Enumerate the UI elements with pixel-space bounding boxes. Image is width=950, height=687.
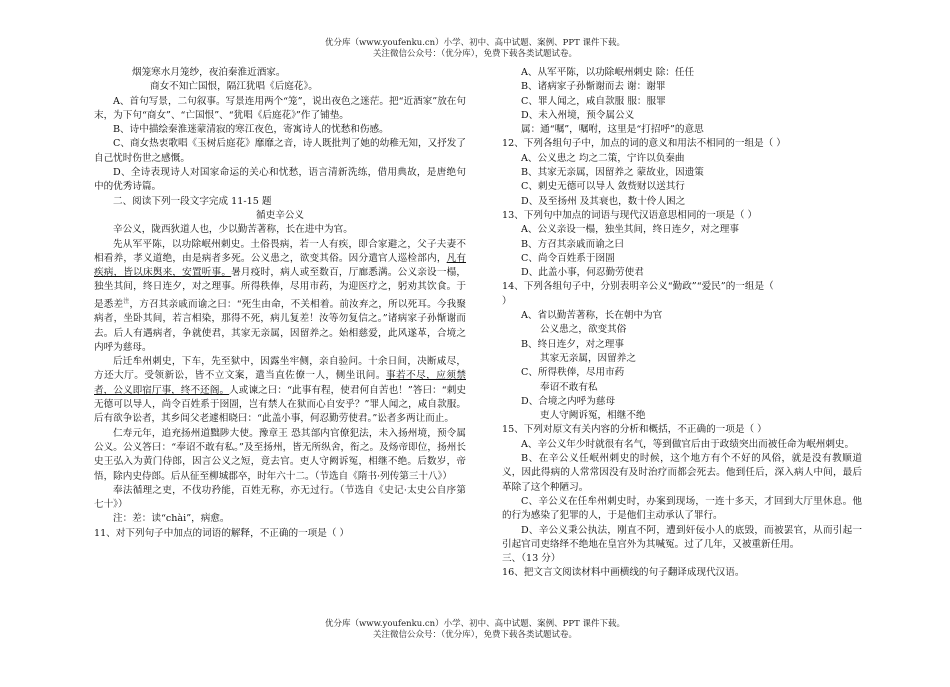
- section-3-heading: 三、（13 分）: [502, 553, 561, 565]
- passage-paragraph-1: 辛公义，陇西狄道人也，少以勤苦著称，长在进中为官。: [113, 224, 353, 236]
- footer-line-1: 优分库（www.youfenku.cn）小学、初中、高中试题、案例、PPT 课件下载。: [325, 619, 625, 629]
- page-header: [0, 38, 950, 60]
- q12-option-a: A、公义患之 均之二策，宁许以负秦曲: [521, 152, 685, 164]
- passage-paragraph-3: [94, 355, 466, 426]
- q10-option-c: C、商女热衷歌唱《玉树后庭花》靡靡之音，诗人既批判了她的幼稚无知，又抒发了自己忧时伤世之感慨。: [94, 138, 466, 164]
- q14-option-b-2: 其家无亲属，因留养之: [540, 352, 636, 364]
- q15-option-d: D、辛公义秉公执法，刚直不阿，遭到奸佞小人的底毁，而被罢官，从而引起一引起官司吏络绎不绝地在皇宫外为其喊冤。过了几年，又被重新任用。: [502, 524, 862, 550]
- q11-option-d: D、未入州境，预令属公义: [521, 109, 635, 121]
- footer-line-2: 关注微信公众号：（优分库），免费下载各类试题试卷。: [372, 630, 577, 640]
- q11-option-c: C、罪人闻之，咸自款服 服：服罪: [521, 95, 666, 107]
- q15-option-b: B、在辛公义任岷州刺史的时候，这个地方有个不好的风俗，就是没有教顺道义，因此得病的人常常因没有及时治疗而都会死去。他到任后，深入病人中间，最后革除了这个种陋习。: [502, 453, 862, 493]
- q15-option-c: C、辛公义在任牟州刺史时，办案到现场，一连十多天，才回到大厅里休息。他的行为感染了犯罪的人，于是他们主动承认了罪行。: [502, 495, 862, 522]
- question-15-stem: 15、下列对原文有关内容的分析和概括，不正确的一项是（ ）: [502, 424, 767, 436]
- q14-option-c-2: 奉诏不敢有私: [540, 381, 598, 393]
- passage-paragraph-2: [94, 238, 466, 356]
- passage-text: 暑月疫时，病人或至数百，厅廊悉满。公义亲设一榻，独坐其间，终日连夕，对之理事。所得秩俸，尽用市药，为迎医疗之，躬劝其饮食。于是悉差: [94, 267, 467, 310]
- passage-note: 注：差：读“chài”，病愈。: [113, 513, 230, 525]
- q13-option-a: A、公义亲设一榻，独坐其间，终日连夕，对之理事: [521, 224, 739, 236]
- page-footer: [0, 619, 950, 641]
- q12-option-b: B、其家无亲属，因留养之 蒙故业，因遗策: [521, 167, 704, 179]
- q14-option-d: D、合境之内呼为慈母: [521, 395, 616, 407]
- q14-option-a: A、省以勤苦著称，长在朝中为官: [521, 310, 663, 322]
- q14-option-d-2: 吏人守阙诉冤，相继不绝: [540, 410, 646, 422]
- q10-option-a: A、首句写景，二句叙事。写景连用两个“笼”，说出夜色之迷茫。把“近酒家”放在句末，为下句“商女”、“亡国恨”、“犹唱《后庭花》”作了铺垫。: [94, 95, 466, 121]
- right-column: [502, 66, 862, 581]
- q11-option-b: B、诸病家子孙惭谢而去 谢：谢罪: [521, 81, 666, 93]
- question-13-stem: 13、下列句中加点的词语与现代汉语意思相同的一项是（ ）: [502, 209, 758, 221]
- passage-title: 循吏辛公义: [256, 209, 304, 221]
- passage-text: 先从军平陈，以功除岷州刺史。土俗畏病，若一人有疾，即合家避之，父子夫妻不相看养，孝义道绝，由是病者多死。公义患之，欲变其俗。因分遣官人巡检部内，: [94, 238, 466, 264]
- question-12-stem: 12、下列各组句子中，加点的词的意义和用法不相同的一组是（ ）: [502, 138, 786, 150]
- q13-option-b: B、方召其亲戚而谕之曰: [521, 238, 624, 250]
- underlined-sentence-2: 事若不尽，应须禁者，公义即宿厅事，终不还阁。: [94, 370, 466, 396]
- q11-option-d-note: 属：通“嘱”，嘱咐，这里是“打招呼”的意思: [521, 124, 704, 136]
- q12-option-c: C、刺史无德可以导人 敛赀财以送其行: [521, 181, 685, 193]
- q10-option-d: D、全诗表现诗人对国家命运的关心和忧愁，语言清新洗练，借用典故，是唐绝句中的优秀诗篇。: [94, 167, 466, 193]
- question-14-stem: 14、下列各组句子中，分别表明辛公义“勤政”“爱民”的一组是（: [502, 281, 774, 293]
- q13-option-c: C、尚令百姓系于囹圄: [521, 252, 615, 264]
- header-line-2: 关注微信公众号：（优分库），免费下载各类试题试卷。: [372, 49, 577, 59]
- passage-paragraph-5: 奉法循理之吏，不伐功矜能，百姓无称，亦无过行。（节选自《史记·太史公自序第七十》）: [94, 484, 466, 511]
- q10-option-b: B、诗中描绘秦淮迷蒙清寂的寒江夜色，寄寓诗人的忧愁和伤感。: [113, 124, 389, 136]
- q14-option-b: B、终日连夕，对之理事: [521, 338, 624, 350]
- passage-text: ，方召其亲戚而谕之曰：“死生由命，不关相着。前汝弃之，所以死耳。今我聚病者，坐卧其间，若言相染，那得不死，病儿复差！汝等勿复信之。”诸病家子孙惭谢而去。后人有遇病者，争就使君，其家无亲属，因留养之。始相慈爱，此风遂革，合境之内呼为慈母。: [94, 298, 466, 353]
- passage-paragraph-4: 仁寿元年，追充扬州道黜陟大使。豫章王 恐其部内官僚犯法，未入扬州境，预令属公义。公义答曰：“奉诏不敢有私。”及至扬州，皆无所纵舍，衔之。及炀帝即位，扬州长史王弘入为黄门侍郎，因言公义之短，竟去官。吏人守阙诉冤，相继不绝。后数岁，帝悟，除内史侍郎。后从征至柳城郡卒，时年六十二。（节选自《隋书·列传第三十八》）: [94, 427, 466, 482]
- q13-option-d: D、此盖小事，何忍勤劳使君: [521, 267, 644, 279]
- passage-text: 后迁牟州刺史，下车，先至狱中，因露坐牢侧，亲自验问。十余日间，决断咸尽，方还大厅。受领新讼，皆不立文案，遣当直佐僚一人，侧坐讯问。: [94, 356, 466, 382]
- left-column: [94, 66, 466, 541]
- question-14-stem-end: ）: [502, 295, 512, 307]
- q14-option-a-2: 公义患之，欲变其俗: [540, 324, 627, 336]
- poem-line-1: 烟笼寒水月笼纱，夜泊秦淮近酒家。: [132, 67, 286, 78]
- passage-text: 人或谏之曰：“此事有程，使君何自苦也！”答曰：“刺史无德可以导人，尚令百姓系于囹圄，岂有禁人在狱而心自安乎？”罪人闻之，咸自款服。后有欲争讼者，其乡闾父老遽相晓曰：“此盖小事，何忍勤劳使君。”讼者多两让而止。: [94, 384, 467, 425]
- q11-option-a: A、从军平陈，以功除岷州刺史 除：任任: [521, 67, 695, 78]
- question-11-stem: 11、对下列句子中加点的词语的解释，不正确的一项是（ ）: [94, 527, 350, 539]
- section-2-heading: 二、阅读下列一段文字完成 11-15 题: [113, 195, 272, 207]
- q12-option-d: D、及至扬州 及其衰也，数十伶人困之: [521, 195, 686, 207]
- underlined-sentence-1: 凡有疾病，皆以床舆来，安置听事。: [94, 252, 467, 279]
- header-line-1: 优分库（www.youfenku.cn）小学、初中、高中试题、案例、PPT 课件下载。: [325, 38, 625, 48]
- q14-option-c: C、所得秩俸，尽用市药: [521, 367, 625, 379]
- question-16-stem: 16、把文言文阅读材料中画横线的句子翻译成现代汉语。: [502, 567, 745, 579]
- footnote-mark: 注: [123, 297, 130, 305]
- q15-option-a: A、辛公义年少时就很有名气，等到做官后由于政绩突出而被任命为岷州刺史。: [521, 438, 855, 450]
- poem-line-2: 商女不知亡国恨，隔江犹唱《后庭花》。: [150, 81, 318, 93]
